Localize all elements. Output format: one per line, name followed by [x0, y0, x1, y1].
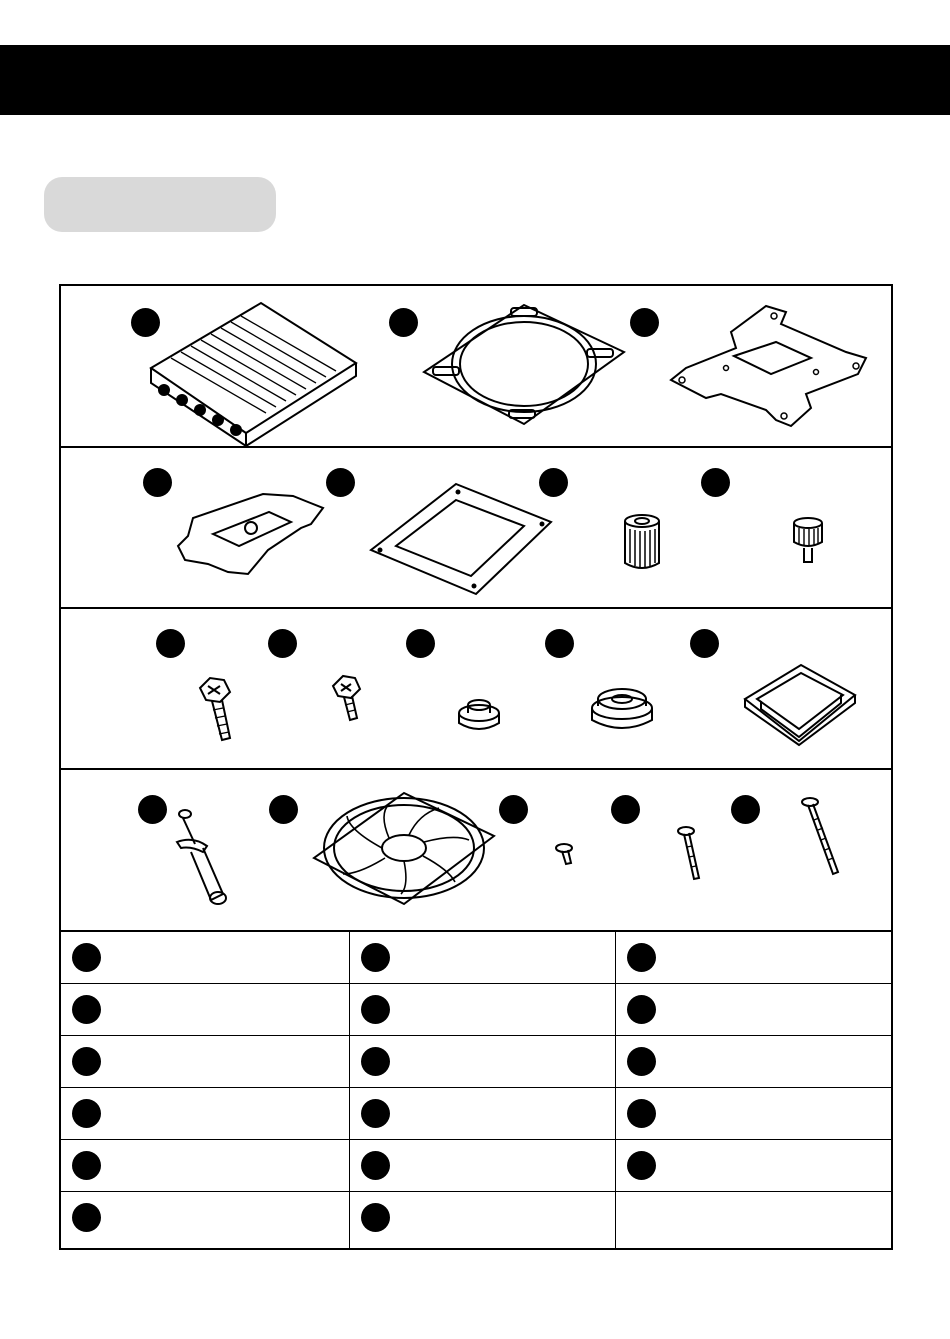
legend-cell-14: [350, 1140, 615, 1192]
legend-marker-15: [627, 1151, 656, 1180]
parts-legend-table: [61, 932, 891, 1248]
hex-screw-long-icon: [196, 674, 236, 748]
section-tag: [44, 177, 276, 232]
part-marker-12: [690, 629, 719, 658]
legend-cell-3: [616, 932, 891, 984]
legend-marker-7: [72, 1047, 101, 1076]
hex-screw-short-icon: [329, 672, 365, 728]
legend-marker-11: [361, 1099, 390, 1128]
thumb-screw-icon: [791, 516, 825, 568]
legend-marker-13: [72, 1151, 101, 1180]
medium-screw-icon: [677, 825, 703, 885]
mounting-bracket-icon: [173, 488, 328, 580]
parts-row-1: [61, 286, 891, 448]
header-bar: [0, 45, 950, 115]
parts-row-4: [61, 770, 891, 932]
part-marker-8: [156, 629, 185, 658]
legend-marker-2: [361, 943, 390, 972]
part-marker-17: [731, 795, 760, 824]
legend-cell-10: [61, 1088, 349, 1140]
standoff-nut-icon: [621, 513, 663, 573]
part-marker-5: [326, 468, 355, 497]
part-marker-15: [499, 795, 528, 824]
heatsink-icon: [146, 298, 366, 438]
legend-marker-8: [361, 1047, 390, 1076]
parts-row-3: [61, 609, 891, 770]
part-marker-2: [389, 308, 418, 337]
backplate-icon: [666, 302, 876, 430]
legend-cell-5: [350, 984, 615, 1036]
washer-small-icon: [456, 695, 502, 733]
legend-marker-9: [627, 1047, 656, 1076]
legend-marker-17: [361, 1203, 390, 1232]
legend-marker-1: [72, 943, 101, 972]
part-marker-9: [268, 629, 297, 658]
part-marker-3: [630, 308, 659, 337]
legend-cell-8: [350, 1036, 615, 1088]
part-marker-4: [143, 468, 172, 497]
legend-cell-4: [61, 984, 349, 1036]
mounting-frame-icon: [366, 480, 556, 598]
legend-cell-16: [61, 1192, 349, 1244]
legend-marker-16: [72, 1203, 101, 1232]
legend-cell-7: [61, 1036, 349, 1088]
parts-frame: [59, 284, 893, 1250]
part-marker-11: [545, 629, 574, 658]
part-marker-14: [269, 795, 298, 824]
fan-frame-icon: [419, 302, 629, 427]
legend-marker-3: [627, 943, 656, 972]
legend-cell-9: [616, 1036, 891, 1088]
washer-large-icon: [589, 684, 655, 736]
legend-cell-6: [616, 984, 891, 1036]
legend-marker-14: [361, 1151, 390, 1180]
legend-cell-12: [616, 1088, 891, 1140]
long-screw-icon: [801, 796, 843, 881]
legend-cell-13: [61, 1140, 349, 1192]
parts-row-2: [61, 448, 891, 609]
retention-tray-icon: [741, 661, 859, 745]
legend-marker-10: [72, 1099, 101, 1128]
part-marker-13: [138, 795, 167, 824]
part-marker-6: [539, 468, 568, 497]
part-marker-16: [611, 795, 640, 824]
legend-cell-1: [61, 932, 349, 984]
short-screw-icon: [554, 842, 578, 868]
legend-marker-12: [627, 1099, 656, 1128]
legend-cell-15: [616, 1140, 891, 1192]
legend-cell-empty: [616, 1192, 891, 1244]
legend-marker-5: [361, 995, 390, 1024]
legend-cell-2: [350, 932, 615, 984]
part-marker-7: [701, 468, 730, 497]
legend-marker-6: [627, 995, 656, 1024]
part-marker-10: [406, 629, 435, 658]
legend-cell-17: [350, 1192, 615, 1244]
fan-icon: [309, 790, 499, 908]
legend-marker-4: [72, 995, 101, 1024]
legend-cell-11: [350, 1088, 615, 1140]
thermal-paste-syringe-icon: [173, 806, 233, 914]
